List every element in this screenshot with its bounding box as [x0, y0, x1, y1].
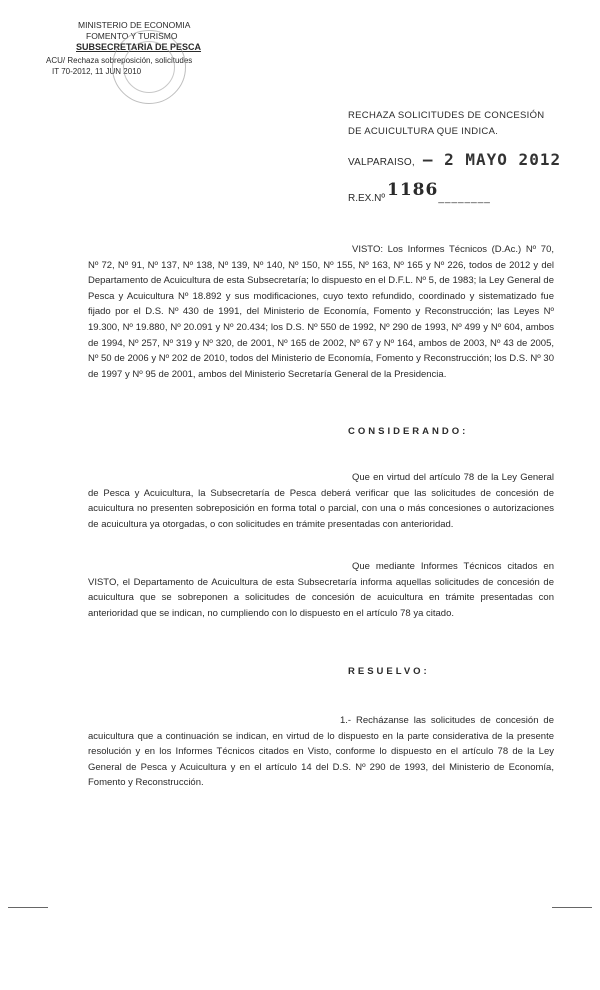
resolution-subject: RECHAZA SOLICITUDES DE CONCESIÓN DE ACUICULTURA QUE INDICA. — [348, 110, 545, 137]
resuelvo-paragraph-1: 1.- Recházanse las solicitudes de concesión de acuicultura que a continuación se indican, en virtud de lo dispuesto en la parte considerativa de la presente resolución y en los Informes Técnicos citados en Visto, conforme lo dispuesto en el artículo 78 de la Ley General de Pesca y Acuicultura y en el artículo 14 del D.S. Nº 290 de 1993, del Ministerio de Economía, Fomento y Reconstrucción. — [88, 715, 554, 789]
reference-line2: IT 70-2012, 11 JUN 2010 — [52, 67, 142, 76]
resolution-number: 1186 — [387, 180, 439, 200]
stamped-date: – 2 MAYO 2012 — [422, 150, 562, 169]
footer-rule-left — [8, 907, 48, 908]
ministry-name-line2: FOMENTO Y TURISMO — [86, 31, 178, 41]
official-seal-stamp — [112, 30, 186, 104]
date-row — [348, 150, 561, 169]
considerando-heading: CONSIDERANDO: — [348, 426, 469, 437]
ministry-name-line1: MINISTERIO DE ECONOMIA — [78, 20, 191, 30]
considerando-paragraph-2: Que mediante Informes Técnicos citados en VISTO, el Departamento de Acuicultura de esta Subsecretaría informa aquellas solicitudes de concesión de acuicultura que se sobreponen a solicitudes de concesión de acuicultura en trámite presentadas con anterioridad que se indican, no cumpliendo con lo dispuesto en el artículo 78 ya citado. — [88, 561, 554, 619]
date-place: VALPARAISO, — [348, 157, 415, 168]
resuelvo-heading: RESUELVO: — [348, 666, 430, 677]
resolution-underline: ________ — [438, 193, 491, 204]
visto-paragraph: VISTO: Los Informes Técnicos (D.Ac.) Nº 70, Nº 72, Nº 91, Nº 137, Nº 138, Nº 139, Nº 140, Nº 150, Nº 155, Nº 163, Nº 165 y Nº 226, todos de 2012 y del Departamento de Acuicultura de esta Subsecretaría; lo dispuesto en el D.F.L. Nº 5, de 1983; la Ley General de Pesca y Acuicultura Nº 18.892 y sus modificaciones, cuyo texto refundido, coordinado y sistematizado fue fijado por el D.S. Nº 430 de 1991, del Ministerio de Economía, Fomento y Reconstrucción; las Leyes Nº 19.300, Nº 19.880, Nº 20.091 y Nº 20.434; los D.S. Nº 550 de 1992, Nº 290 de 1993, Nº 499 y Nº 604, ambos de 1994, Nº 257, Nº 319 y Nº 320, de 2001, Nº 165 de 2002, Nº 67 y Nº 164, ambos de 2003, Nº 43 de 2005, Nº 50 de 2006 y Nº 202 de 2010, todos del Ministerio de Economía, Fomento y Reconstrucción; los D.S. Nº 30 de 1997 y Nº 95 de 2001, ambos del Ministerio Secretaría General de la Presidencia. — [88, 244, 554, 380]
subsecretaria-name: SUBSECRETARIA DE PESCA — [76, 42, 202, 52]
reference-line1: ACU/ Rechaza sobreposición, solicitudes — [46, 56, 193, 65]
footer-rule-right — [552, 907, 592, 908]
resolution-label: R.EX.Nº — [348, 193, 385, 204]
resolution-number-row — [348, 180, 491, 206]
considerando-paragraph-1: Que en virtud del artículo 78 de la Ley General de Pesca y Acuicultura, la Subsecretaría de Pesca deberá verificar que las solicitudes de concesión de acuicultura no presenten sobreposición en forma total o parcial, con una o más concesiones o autorizaciones de acuicultura ya otorgadas, o con solicitudes en trámite presentadas con anterioridad. — [88, 472, 554, 530]
